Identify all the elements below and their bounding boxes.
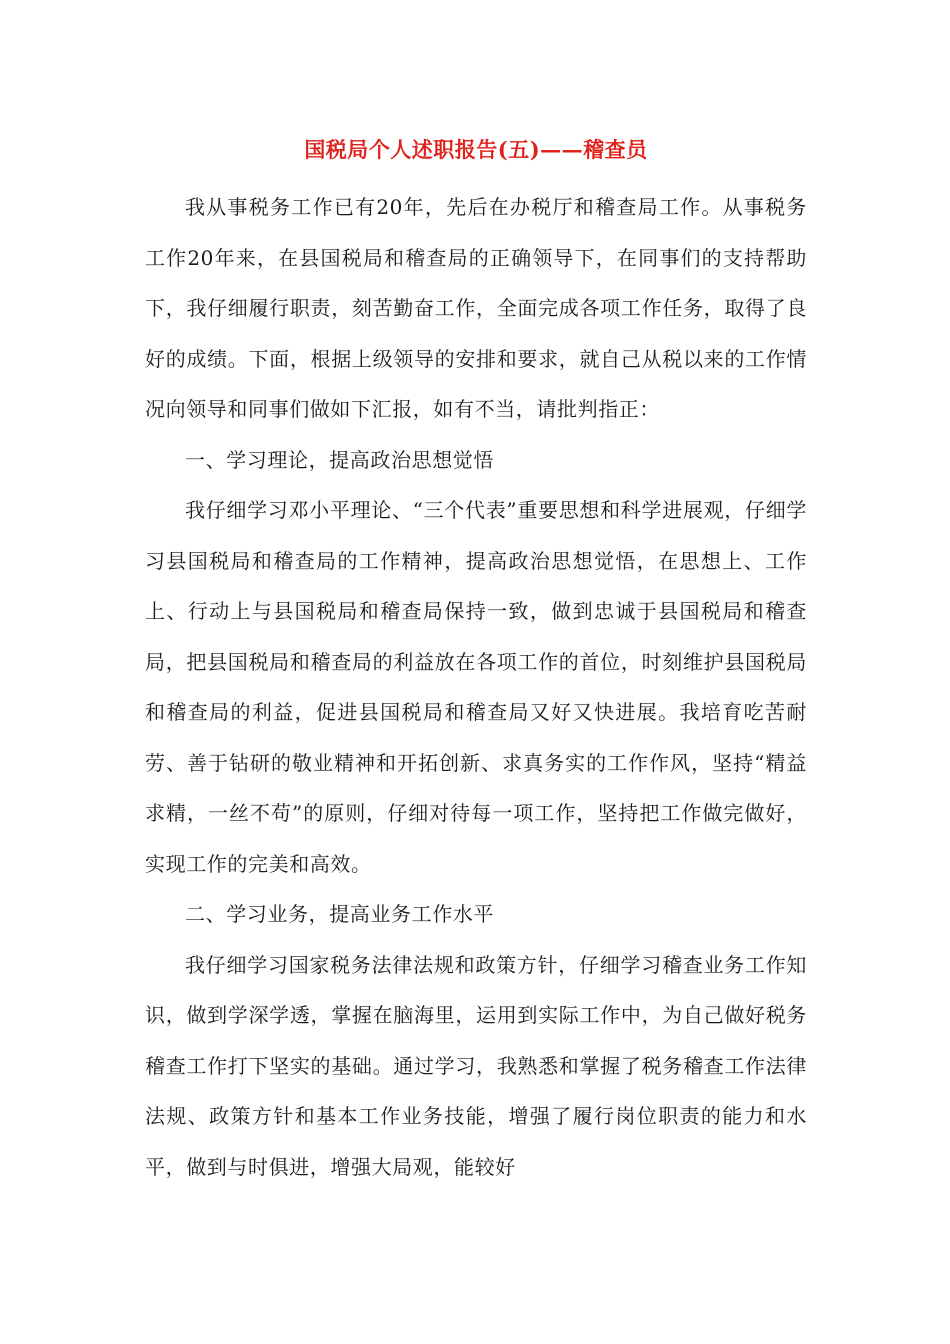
section-heading-1: 一、学习理论，提高政治思想觉悟 <box>185 447 494 472</box>
section-body-1: 我仔细学习邓小平理论、“三个代表”重要思想和科学进展观，仔细学习县国税局和稽查局的工作精神，提高政治思想觉悟，在思想上、工作上、行动上与县国税局和稽查局保持一致，做到忠诚于县国税局和稽查局，把县国税局和稽查局的利益放在各项工作的首位，时刻维护县国税局和稽查局的利益，促进县国税局和稽查局又好又快进展。我培育吃苦耐劳、善于钻研的敬业精神和开拓创新、求真务实的工作作风，坚持“精益求精，一丝不苟”的原则，仔细对待每一项工作，坚持把工作做完做好，实现工作的完美和高效。 <box>145 498 807 876</box>
section-heading-2: 二、学习业务，提高业务工作水平 <box>185 902 494 926</box>
section-body-2: 我仔细学习国家税务法律法规和政策方针，仔细学习稽查业务工作知识，做到学深学透，掌握在脑海里，运用到实际工作中，为自己做好税务稽查工作打下坚实的基础。通过学习，我熟悉和掌握了税务稽查工作法律法规、政策方针和基本工作业务技能，增强了履行岗位职责的能力和水平，做到与时俱进，增强大局观，能较好 <box>145 952 807 1179</box>
intro-paragraph: 我从事税务工作已有20年，先后在办税厅和稽查局工作。从事税务工作20年来，在县国税局和稽查局的正确领导下，在同事们的支持帮助下，我仔细履行职责，刻苦勤奋工作，全面完成各项工作任务，取得了良好的成绩。下面，根据上级领导的安排和要求，就自己从税以来的工作情况向领导和同事们做如下汇报，如有不当，请批判指正： <box>145 195 807 421</box>
document-title: 国税局个人述职报告(五)——稽查员 <box>304 137 648 162</box>
document-page <box>145 130 807 1192</box>
